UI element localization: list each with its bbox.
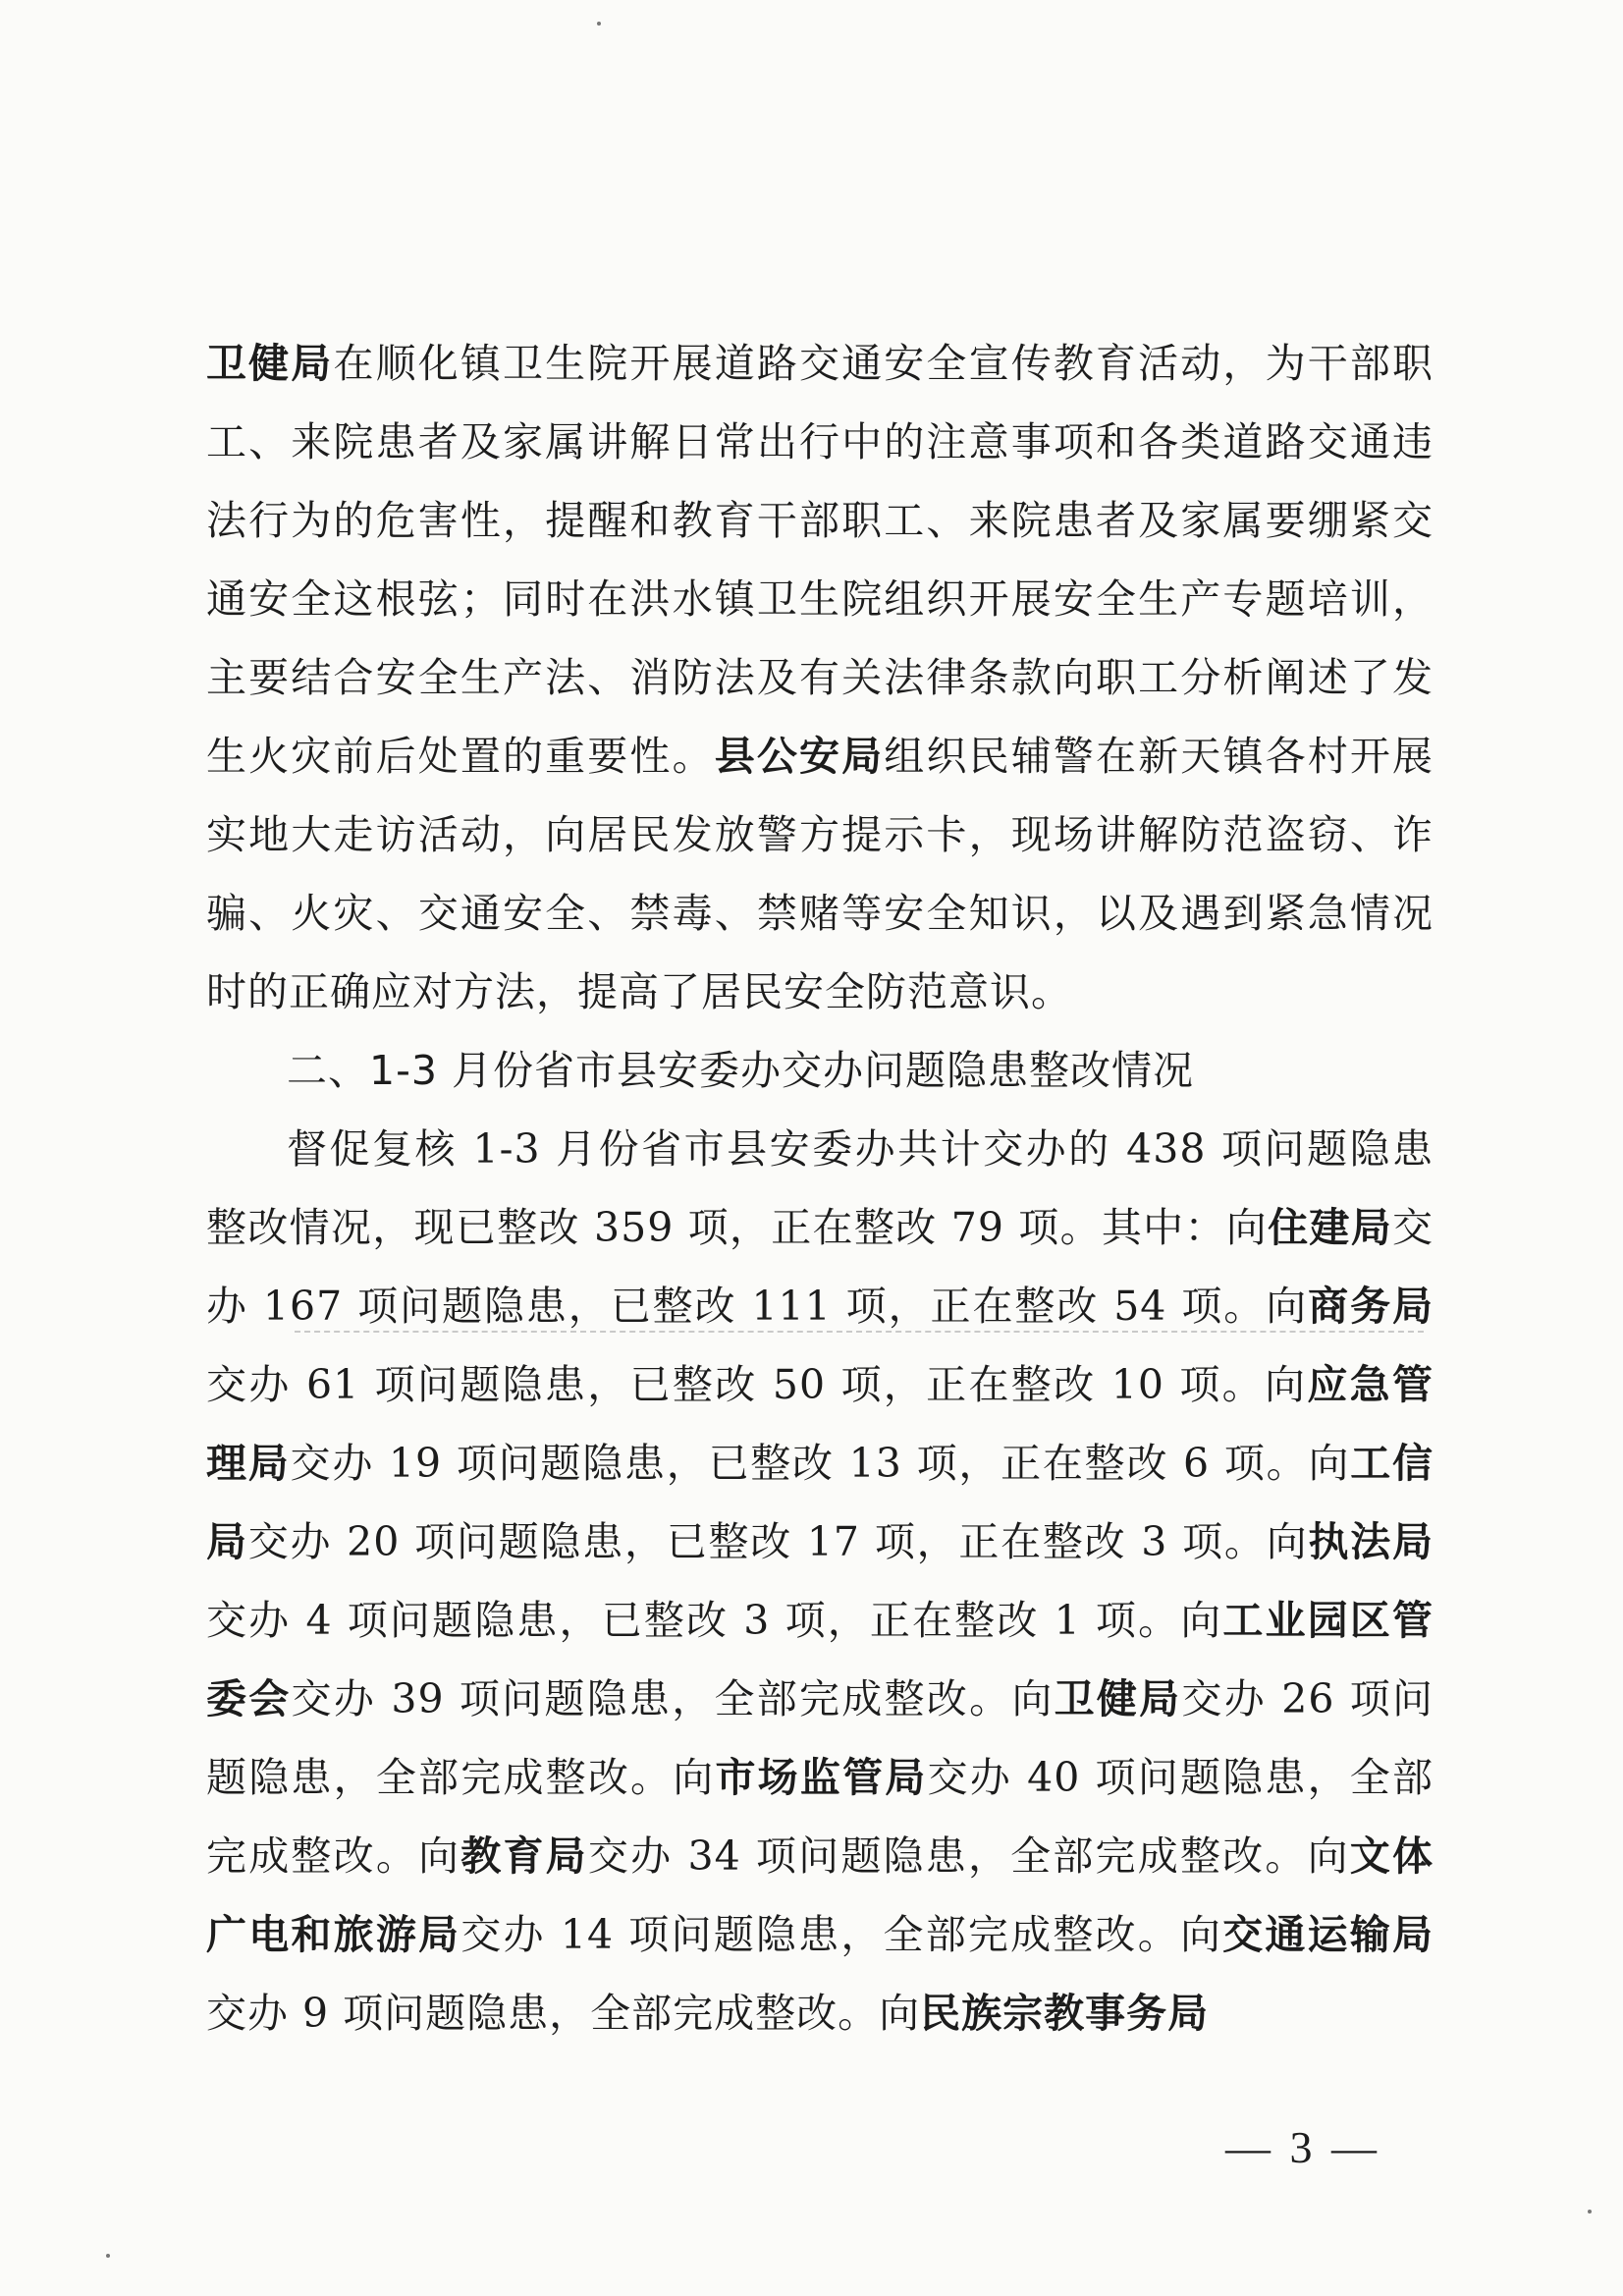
department-name: 县公安局 <box>714 733 885 780</box>
department-name: 市场监管局 <box>715 1754 928 1801</box>
paragraph-rectification <box>206 1110 1434 2052</box>
document-body <box>206 324 1434 2052</box>
text-run: 交办 20 项问题隐患，已整改 17 项，正在整改 3 项。向 <box>247 1518 1309 1565</box>
scan-speck <box>106 2254 110 2258</box>
text-run: 交办 26 项问题隐患，全部完成整改。向 <box>206 1675 1434 1801</box>
text-run: 交办 4 项问题隐患，已整改 3 项，正在整改 1 项。向 <box>206 1597 1223 1644</box>
department-name: 教育局 <box>460 1832 588 1880</box>
department-name: 商务局 <box>1308 1283 1434 1330</box>
department-name: 文体广电和旅游局 <box>206 1832 1434 1958</box>
department-name: 应急管理局 <box>206 1361 1434 1487</box>
text-run: 交办 34 项问题隐患，全部完成整改。向 <box>587 1832 1350 1880</box>
text-run: 在顺化镇卫生院开展道路交通安全宣传教育活动，为干部职工、来院患者及家属讲解日常出行中的注意事项和各类道路交通违法行为的危害性，提醒和教育干部职工、来院患者及家属要绷紧交通安全这根弦；同时在洪水镇卫生院组织开展安全生产专题培训，主要结合安全生产法、消防法及有关法律条款向职工分析阐述了发生火灾前后处置的重要性。 <box>206 340 1434 780</box>
department-name: 工信局 <box>206 1440 1434 1565</box>
text-run: 交办 39 项问题隐患，全部完成整改。向 <box>291 1675 1055 1722</box>
department-name: 卫健局 <box>1054 1675 1182 1722</box>
department-name: 民族宗教事务局 <box>920 1990 1210 2037</box>
scan-speck <box>597 22 601 26</box>
text-run: 交办 14 项问题隐患，全部完成整改。向 <box>460 1911 1223 1958</box>
section-heading-2: 二、1-3 月份省市县安委办交办问题隐患整改情况 <box>287 1047 1194 1094</box>
department-name: 住建局 <box>1268 1204 1392 1251</box>
text-run: 交办 9 项问题隐患，全部完成整改。向 <box>206 1990 921 2037</box>
paragraph-health-police <box>206 324 1434 1031</box>
text-run: 督促复核 1-3 月份省市县安委办共计交办的 438 项问题隐患整改情况，现已整改 359 项，正在整改 79 项。其中：向 <box>206 1125 1434 1251</box>
department-name: 执法局 <box>1308 1518 1434 1565</box>
text-run: 组织民辅警在新天镇各村开展实地大走访活动，向居民发放警方提示卡，现场讲解防范盗窃、诈骗、火灾、交通安全、禁毒、禁赌等安全知识，以及遇到紧急情况时的正确应对方法，提高了居民安全防范意识。 <box>206 733 1434 1015</box>
text-run: 交办 167 项问题隐患，已整改 111 项，正在整改 54 项。向 <box>206 1204 1434 1330</box>
page-number: — 3 — <box>1225 2122 1380 2172</box>
department-name: 交通运输局 <box>1222 1911 1434 1958</box>
scan-speck <box>1588 2210 1592 2214</box>
text-run: 交办 40 项问题隐患，全部完成整改。向 <box>206 1754 1434 1880</box>
department-name: 工业园区管委会 <box>206 1597 1434 1722</box>
department-name: 卫健局 <box>206 340 334 387</box>
text-run: 交办 61 项问题隐患，已整改 50 项，正在整改 10 项。向 <box>206 1361 1308 1408</box>
text-run: 交办 19 项问题隐患，已整改 13 项，正在整改 6 项。向 <box>290 1440 1351 1487</box>
